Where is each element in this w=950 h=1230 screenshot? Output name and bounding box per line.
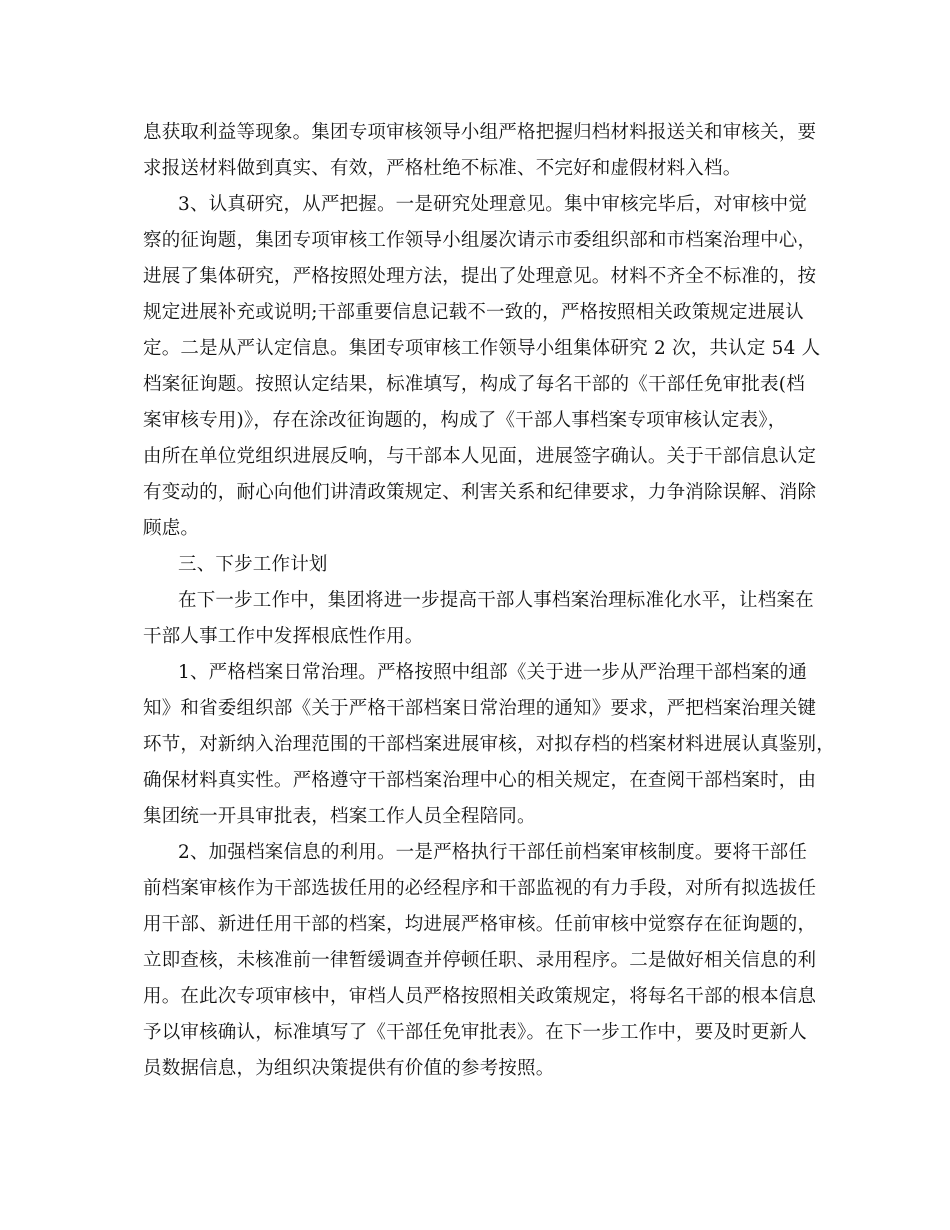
text-line: 定。二是从严认定信息。集团专项审核工作领导小组集体研究 2 次，共认定 54 人 <box>143 338 821 359</box>
text-line: 员数据信息，为组织决策提供有价值的参考按照。 <box>143 1058 555 1079</box>
text-line: 档案征询题。按照认定结果，标准填写，构成了每名干部的《干部任免审批表(档 <box>143 374 805 395</box>
text-line: 确保材料真实性。严格遵守干部档案治理中心的相关规定，在查阅干部档案时，由 <box>143 770 817 791</box>
text-line: 规定进展补充或说明;干部重要信息记载不一致的，严格按照相关政策规定进展认 <box>143 302 804 323</box>
text-line: 3、认真研究，从严把握。一是研究处理意见。集中审核完毕后，对审核中觉 <box>178 194 808 215</box>
text-line: 1、严格档案日常治理。严格按照中组部《关于进一步从严治理干部档案的通 <box>178 662 808 683</box>
text-line: 有变动的，耐心向他们讲清政策规定、利害关系和纪律要求，力争消除误解、消除 <box>143 482 817 503</box>
text-line: 顾虑。 <box>143 518 200 539</box>
text-line: 前档案审核作为干部选拔任用的必经程序和干部监视的有力手段，对所有拟选拔任 <box>143 878 817 899</box>
text-line: 知》和省委组织部《关于严格干部档案日常治理的通知》要求，严把档案治理关键 <box>143 698 817 719</box>
text-line: 求报送材料做到真实、有效，严格杜绝不标准、不完好和虚假材料入档。 <box>143 158 742 179</box>
text-line: 在下一步工作中，集团将进一步提高干部人事档案治理标准化水平，让档案在 <box>178 590 814 611</box>
text-line: 用干部、新进任用干部的档案，均进展严格审核。任前审核中觉察存在征询题的， <box>143 914 817 935</box>
text-line: 立即查核，未核准前一律暂缓调查并停顿任职、录用程序。二是做好相关信息的利 <box>143 950 817 971</box>
text-line: 干部人事工作中发挥根底性作用。 <box>143 626 424 647</box>
text-line: 由所在单位党组织进展反响，与干部本人见面，进展签字确认。关于干部信息认定 <box>143 446 817 467</box>
text-line: 息获取利益等现象。集团专项审核领导小组严格把握归档材料报送关和审核关，要 <box>143 122 817 143</box>
text-line: 察的征询题，集团专项审核工作领导小组屡次请示市委组织部和市档案治理中心， <box>143 230 817 251</box>
text-line: 案审核专用)》，存在涂改征询题的，构成了《干部人事档案专项审核认定表》， <box>143 410 787 431</box>
text-line: 予以审核确认，标准填写了《干部任免审批表》。在下一步工作中，要及时更新人 <box>143 1022 807 1043</box>
text-line: 集团统一开具审批表，档案工作人员全程陪同。 <box>143 806 536 827</box>
text-line: 环节，对新纳入治理范围的干部档案进展审核，对拟存档的档案材料进展认真鉴别， <box>143 734 835 755</box>
text-line: 用。在此次专项审核中，审档人员严格按照相关政策规定，将每名干部的根本信息 <box>143 986 817 1007</box>
section-heading: 三、下步工作计划 <box>178 554 328 575</box>
text-line: 进展了集体研究，严格按照处理方法，提出了处理意见。材料不齐全不标准的，按 <box>143 266 817 287</box>
text-line: 2、加强档案信息的利用。一是严格执行干部任前档案审核制度。要将干部任 <box>178 842 808 863</box>
